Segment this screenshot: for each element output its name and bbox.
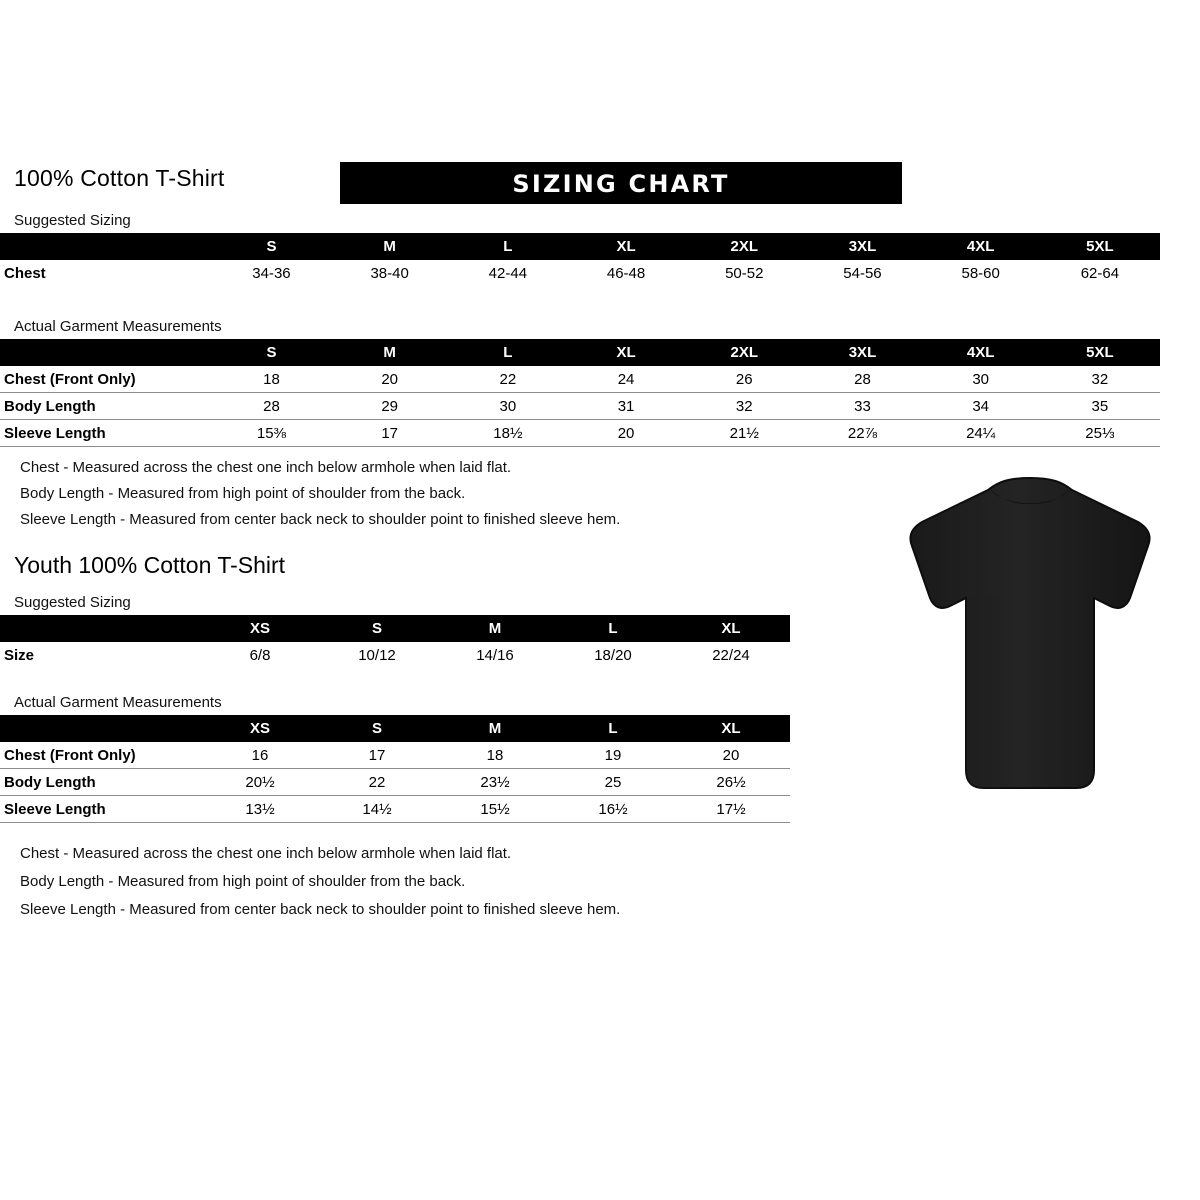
adult-actual-cell: 24¼ xyxy=(922,420,1040,447)
adult-suggested-cell: 46-48 xyxy=(567,260,685,286)
youth-actual-cell: 15½ xyxy=(436,796,554,823)
adult-suggested-column-header: S xyxy=(212,233,330,260)
adult-actual-cell: 28 xyxy=(212,393,330,420)
adult-actual-cell: 21½ xyxy=(685,420,803,447)
youth-actual-row xyxy=(0,769,790,796)
adult-actual-column-header: XL xyxy=(567,339,685,366)
adult-actual-cell: 32 xyxy=(1040,366,1160,393)
youth-actual-cell: 13½ xyxy=(202,796,318,823)
youth-actual-cell: 16½ xyxy=(554,796,672,823)
youth-suggested-cell: 14/16 xyxy=(436,642,554,668)
youth-actual-cell: 20½ xyxy=(202,769,318,796)
adult-actual-cell: 35 xyxy=(1040,393,1160,420)
adult-actual-caption: Actual Garment Measurements xyxy=(14,318,222,335)
youth-suggested-caption: Suggested Sizing xyxy=(14,594,131,611)
adult-actual-column-header: 3XL xyxy=(803,339,921,366)
youth-actual-cell: 26½ xyxy=(672,769,790,796)
tshirt-illustration xyxy=(880,470,1180,810)
adult-actual-cell: 33 xyxy=(803,393,921,420)
adult-suggested-column-header: M xyxy=(331,233,449,260)
adult-actual-cell: 32 xyxy=(685,393,803,420)
youth-suggested-cell: 6/8 xyxy=(202,642,318,668)
youth-actual-cell: 16 xyxy=(202,742,318,769)
adult-suggested-cell: 38-40 xyxy=(331,260,449,286)
adult-actual-row xyxy=(0,393,1160,420)
adult-suggested-header-row xyxy=(0,233,1160,260)
adult-actual-cell: 22⅞ xyxy=(803,420,921,447)
youth-actual-cell: 25 xyxy=(554,769,672,796)
adult-suggested-column-header: 2XL xyxy=(685,233,803,260)
adult-suggested-cell: 62-64 xyxy=(1040,260,1160,286)
sizing-chart-banner xyxy=(340,162,902,204)
youth-actual-column-header: L xyxy=(554,715,672,742)
adult-suggested-cell: 50-52 xyxy=(685,260,803,286)
adult-suggested-cell: 58-60 xyxy=(922,260,1040,286)
adult-suggested-column-header: L xyxy=(449,233,567,260)
adult-note-chest: Chest - Measured across the chest one inch below armhole when laid flat. xyxy=(20,459,512,476)
adult-actual-cell: 24 xyxy=(567,366,685,393)
adult-actual-column-header: 2XL xyxy=(685,339,803,366)
youth-actual-column-header xyxy=(0,715,202,742)
youth-note-chest: Chest - Measured across the chest one inch below armhole when laid flat. xyxy=(20,845,512,862)
tshirt-icon xyxy=(880,470,1180,810)
youth-suggested-row-label: Size xyxy=(0,642,202,668)
youth-actual-column-header: M xyxy=(436,715,554,742)
youth-note-body-length: Body Length - Measured from high point of shoulder from the back. xyxy=(20,873,466,890)
adult-actual-row-label: Body Length xyxy=(0,393,212,420)
adult-actual-cell: 26 xyxy=(685,366,803,393)
adult-actual-cell: 15⅜ xyxy=(212,420,330,447)
adult-actual-column-header xyxy=(0,339,212,366)
adult-actual-cell: 31 xyxy=(567,393,685,420)
youth-actual-cell: 19 xyxy=(554,742,672,769)
adult-suggested-cell: 34-36 xyxy=(212,260,330,286)
youth-actual-caption: Actual Garment Measurements xyxy=(14,694,222,711)
youth-suggested-cell: 22/24 xyxy=(672,642,790,668)
youth-suggested-body xyxy=(0,642,790,668)
adult-actual-row-label: Sleeve Length xyxy=(0,420,212,447)
adult-suggested-column-header: 5XL xyxy=(1040,233,1160,260)
youth-actual-column-header: XS xyxy=(202,715,318,742)
youth-actual-cell: 18 xyxy=(436,742,554,769)
adult-note-sleeve-length: Sleeve Length - Measured from center back neck to shoulder point to finished sleeve hem. xyxy=(20,511,621,528)
adult-suggested-cell: 54-56 xyxy=(803,260,921,286)
adult-actual-cell: 17 xyxy=(331,420,449,447)
adult-actual-body xyxy=(0,366,1160,447)
youth-suggested-header-row xyxy=(0,615,790,642)
youth-actual-header-row xyxy=(0,715,790,742)
adult-actual-header-row xyxy=(0,339,1160,366)
adult-suggested-caption: Suggested Sizing xyxy=(14,212,131,229)
adult-actual-cell: 18½ xyxy=(449,420,567,447)
youth-suggested-column-header xyxy=(0,615,202,642)
adult-actual-row-label: Chest (Front Only) xyxy=(0,366,212,393)
adult-actual-column-header: L xyxy=(449,339,567,366)
adult-actual-cell: 28 xyxy=(803,366,921,393)
youth-actual-cell: 17½ xyxy=(672,796,790,823)
youth-actual-body xyxy=(0,742,790,823)
adult-suggested-table xyxy=(0,233,1160,286)
youth-actual-cell: 22 xyxy=(318,769,436,796)
adult-actual-column-header: 5XL xyxy=(1040,339,1160,366)
youth-actual-cell: 17 xyxy=(318,742,436,769)
adult-actual-column-header: M xyxy=(331,339,449,366)
adult-actual-table xyxy=(0,339,1160,447)
sizing-chart-banner-label: SIZING CHART xyxy=(512,170,730,198)
adult-actual-cell: 18 xyxy=(212,366,330,393)
youth-actual-row xyxy=(0,796,790,823)
youth-suggested-column-header: XL xyxy=(672,615,790,642)
adult-section-title: 100% Cotton T-Shirt xyxy=(14,165,225,191)
adult-actual-cell: 20 xyxy=(331,366,449,393)
adult-actual-cell: 20 xyxy=(567,420,685,447)
adult-suggested-body xyxy=(0,260,1160,286)
youth-actual-column-header: XL xyxy=(672,715,790,742)
adult-actual-cell: 25⅓ xyxy=(1040,420,1160,447)
adult-actual-cell: 30 xyxy=(449,393,567,420)
adult-actual-row xyxy=(0,420,1160,447)
youth-actual-column-header: S xyxy=(318,715,436,742)
youth-actual-cell: 14½ xyxy=(318,796,436,823)
youth-suggested-table xyxy=(0,615,790,668)
youth-actual-table xyxy=(0,715,790,823)
adult-suggested-cell: 42-44 xyxy=(449,260,567,286)
youth-actual-row xyxy=(0,742,790,769)
adult-actual-cell: 22 xyxy=(449,366,567,393)
adult-suggested-column-header xyxy=(0,233,212,260)
adult-suggested-column-header: 4XL xyxy=(922,233,1040,260)
youth-suggested-row xyxy=(0,642,790,668)
youth-suggested-column-header: S xyxy=(318,615,436,642)
youth-actual-cell: 23½ xyxy=(436,769,554,796)
youth-suggested-cell: 18/20 xyxy=(554,642,672,668)
youth-suggested-column-header: M xyxy=(436,615,554,642)
adult-suggested-row-label: Chest xyxy=(0,260,212,286)
adult-actual-cell: 30 xyxy=(922,366,1040,393)
youth-note-sleeve-length: Sleeve Length - Measured from center back neck to shoulder point to finished sleeve hem. xyxy=(20,901,621,918)
youth-section-title: Youth 100% Cotton T-Shirt xyxy=(14,552,286,578)
adult-suggested-row xyxy=(0,260,1160,286)
adult-actual-column-header: S xyxy=(212,339,330,366)
adult-actual-cell: 29 xyxy=(331,393,449,420)
adult-suggested-column-header: XL xyxy=(567,233,685,260)
youth-suggested-cell: 10/12 xyxy=(318,642,436,668)
youth-actual-cell: 20 xyxy=(672,742,790,769)
youth-suggested-column-header: L xyxy=(554,615,672,642)
youth-actual-row-label: Body Length xyxy=(0,769,202,796)
adult-note-body-length: Body Length - Measured from high point of shoulder from the back. xyxy=(20,485,466,502)
adult-actual-cell: 34 xyxy=(922,393,1040,420)
youth-actual-row-label: Chest (Front Only) xyxy=(0,742,202,769)
adult-actual-row xyxy=(0,366,1160,393)
youth-suggested-column-header: XS xyxy=(202,615,318,642)
adult-actual-column-header: 4XL xyxy=(922,339,1040,366)
adult-suggested-column-header: 3XL xyxy=(803,233,921,260)
youth-actual-row-label: Sleeve Length xyxy=(0,796,202,823)
